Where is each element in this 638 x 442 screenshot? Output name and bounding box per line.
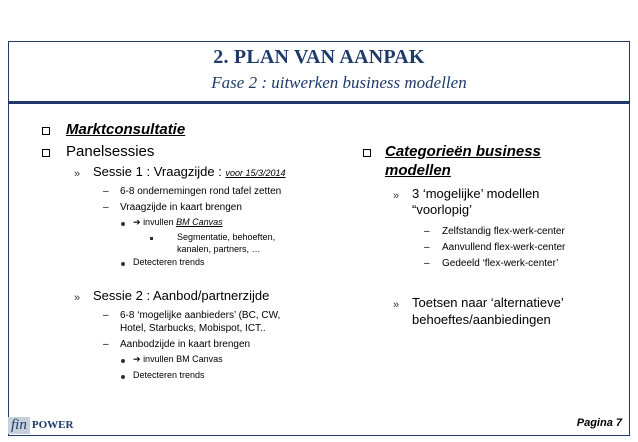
checkbox-bullet-icon [363, 149, 371, 157]
dash-icon: – [103, 310, 109, 321]
dash-icon: – [424, 258, 430, 269]
item-marktconsultatie: Marktconsultatie [66, 121, 186, 138]
right-sub-2a: Toetsen naar ‘alternatieve’ [412, 295, 564, 310]
chevron-icon: » [74, 292, 81, 304]
logo-mark: fin [8, 417, 30, 434]
item-categorieen-2: modellen [385, 162, 451, 179]
logo-text: POWER [31, 419, 74, 431]
chevron-icon: » [393, 190, 400, 202]
dash-icon: – [424, 226, 430, 237]
arrow-icon: ➔ [133, 217, 141, 227]
sessie-2-sub-1a: 6-8 ‘mogelijke aanbieders’ (BC, CW, [120, 310, 281, 321]
sessie-2-canvas: ➔ invullen BM Canvas [133, 354, 223, 364]
sessie-2-sub-1b: Hotel, Starbucks, Mobispot, ICT.. [120, 323, 266, 334]
sessie-2-trends: Detecteren trends [133, 370, 205, 380]
finpower-logo [8, 415, 73, 435]
checkbox-bullet-icon [42, 149, 50, 157]
right-sub-1b: “voorlopig’ [412, 202, 472, 217]
sessie-1-sub-2: Vraagzijde in kaart brengen [120, 202, 242, 213]
title-rule [8, 101, 630, 104]
dash-icon: – [103, 202, 109, 213]
dash-icon: – [424, 242, 430, 253]
dot-bullet-icon [121, 359, 125, 363]
chevron-icon: » [74, 168, 81, 180]
sessie-1-canvas: ➔ invullen BM Canvas [133, 217, 223, 227]
sessie-1 [93, 164, 286, 179]
canvas-detail-2: kanalen, partners, … [177, 244, 261, 254]
dot-bullet-icon [121, 375, 125, 379]
model-1: Zelfstandig flex-werk-center [442, 226, 565, 237]
square-bullet-icon [150, 237, 153, 240]
bm-canvas-link: BM Canvas [176, 217, 223, 227]
dot-bullet-icon [121, 262, 125, 266]
model-2: Aanvullend flex-werk-center [442, 242, 566, 253]
checkbox-bullet-icon [42, 127, 50, 135]
slide-subtitle: Fase 2 : uitwerken business modellen [211, 73, 467, 92]
right-sub-1a: 3 ‘mogelijke’ modellen [412, 186, 540, 201]
model-3: Gedeeld ‘flex-werk-center’ [442, 258, 559, 269]
page-number: Pagina 7 [576, 417, 622, 429]
dash-icon: – [103, 339, 109, 350]
right-sub-2b: behoeftes/aanbiedingen [412, 312, 551, 327]
arrow-icon: ➔ [133, 354, 141, 364]
sessie-1-date: voor 15/3/2014 [225, 168, 286, 178]
sessie-2: Sessie 2 : Aanbod/partnerzijde [93, 288, 270, 303]
dot-bullet-icon [121, 222, 125, 226]
canvas-detail-1: Segmentatie, behoeften, [177, 232, 276, 242]
item-panelsessies: Panelsessies [66, 143, 155, 160]
item-categorieen-1: Categorieën business [385, 143, 541, 160]
dash-icon: – [103, 186, 109, 197]
sessie-1-sub-1: 6-8 ondernemingen rond tafel zetten [120, 186, 282, 197]
sessie-1-label: Sessie 1 : Vraagzijde : [93, 164, 226, 179]
sessie-1-trends: Detecteren trends [133, 257, 205, 267]
slide-title: 2. PLAN VAN AANPAK [213, 46, 425, 68]
chevron-icon: » [393, 299, 400, 311]
sessie-2-sub-2: Aanbodzijde in kaart brengen [120, 339, 251, 350]
